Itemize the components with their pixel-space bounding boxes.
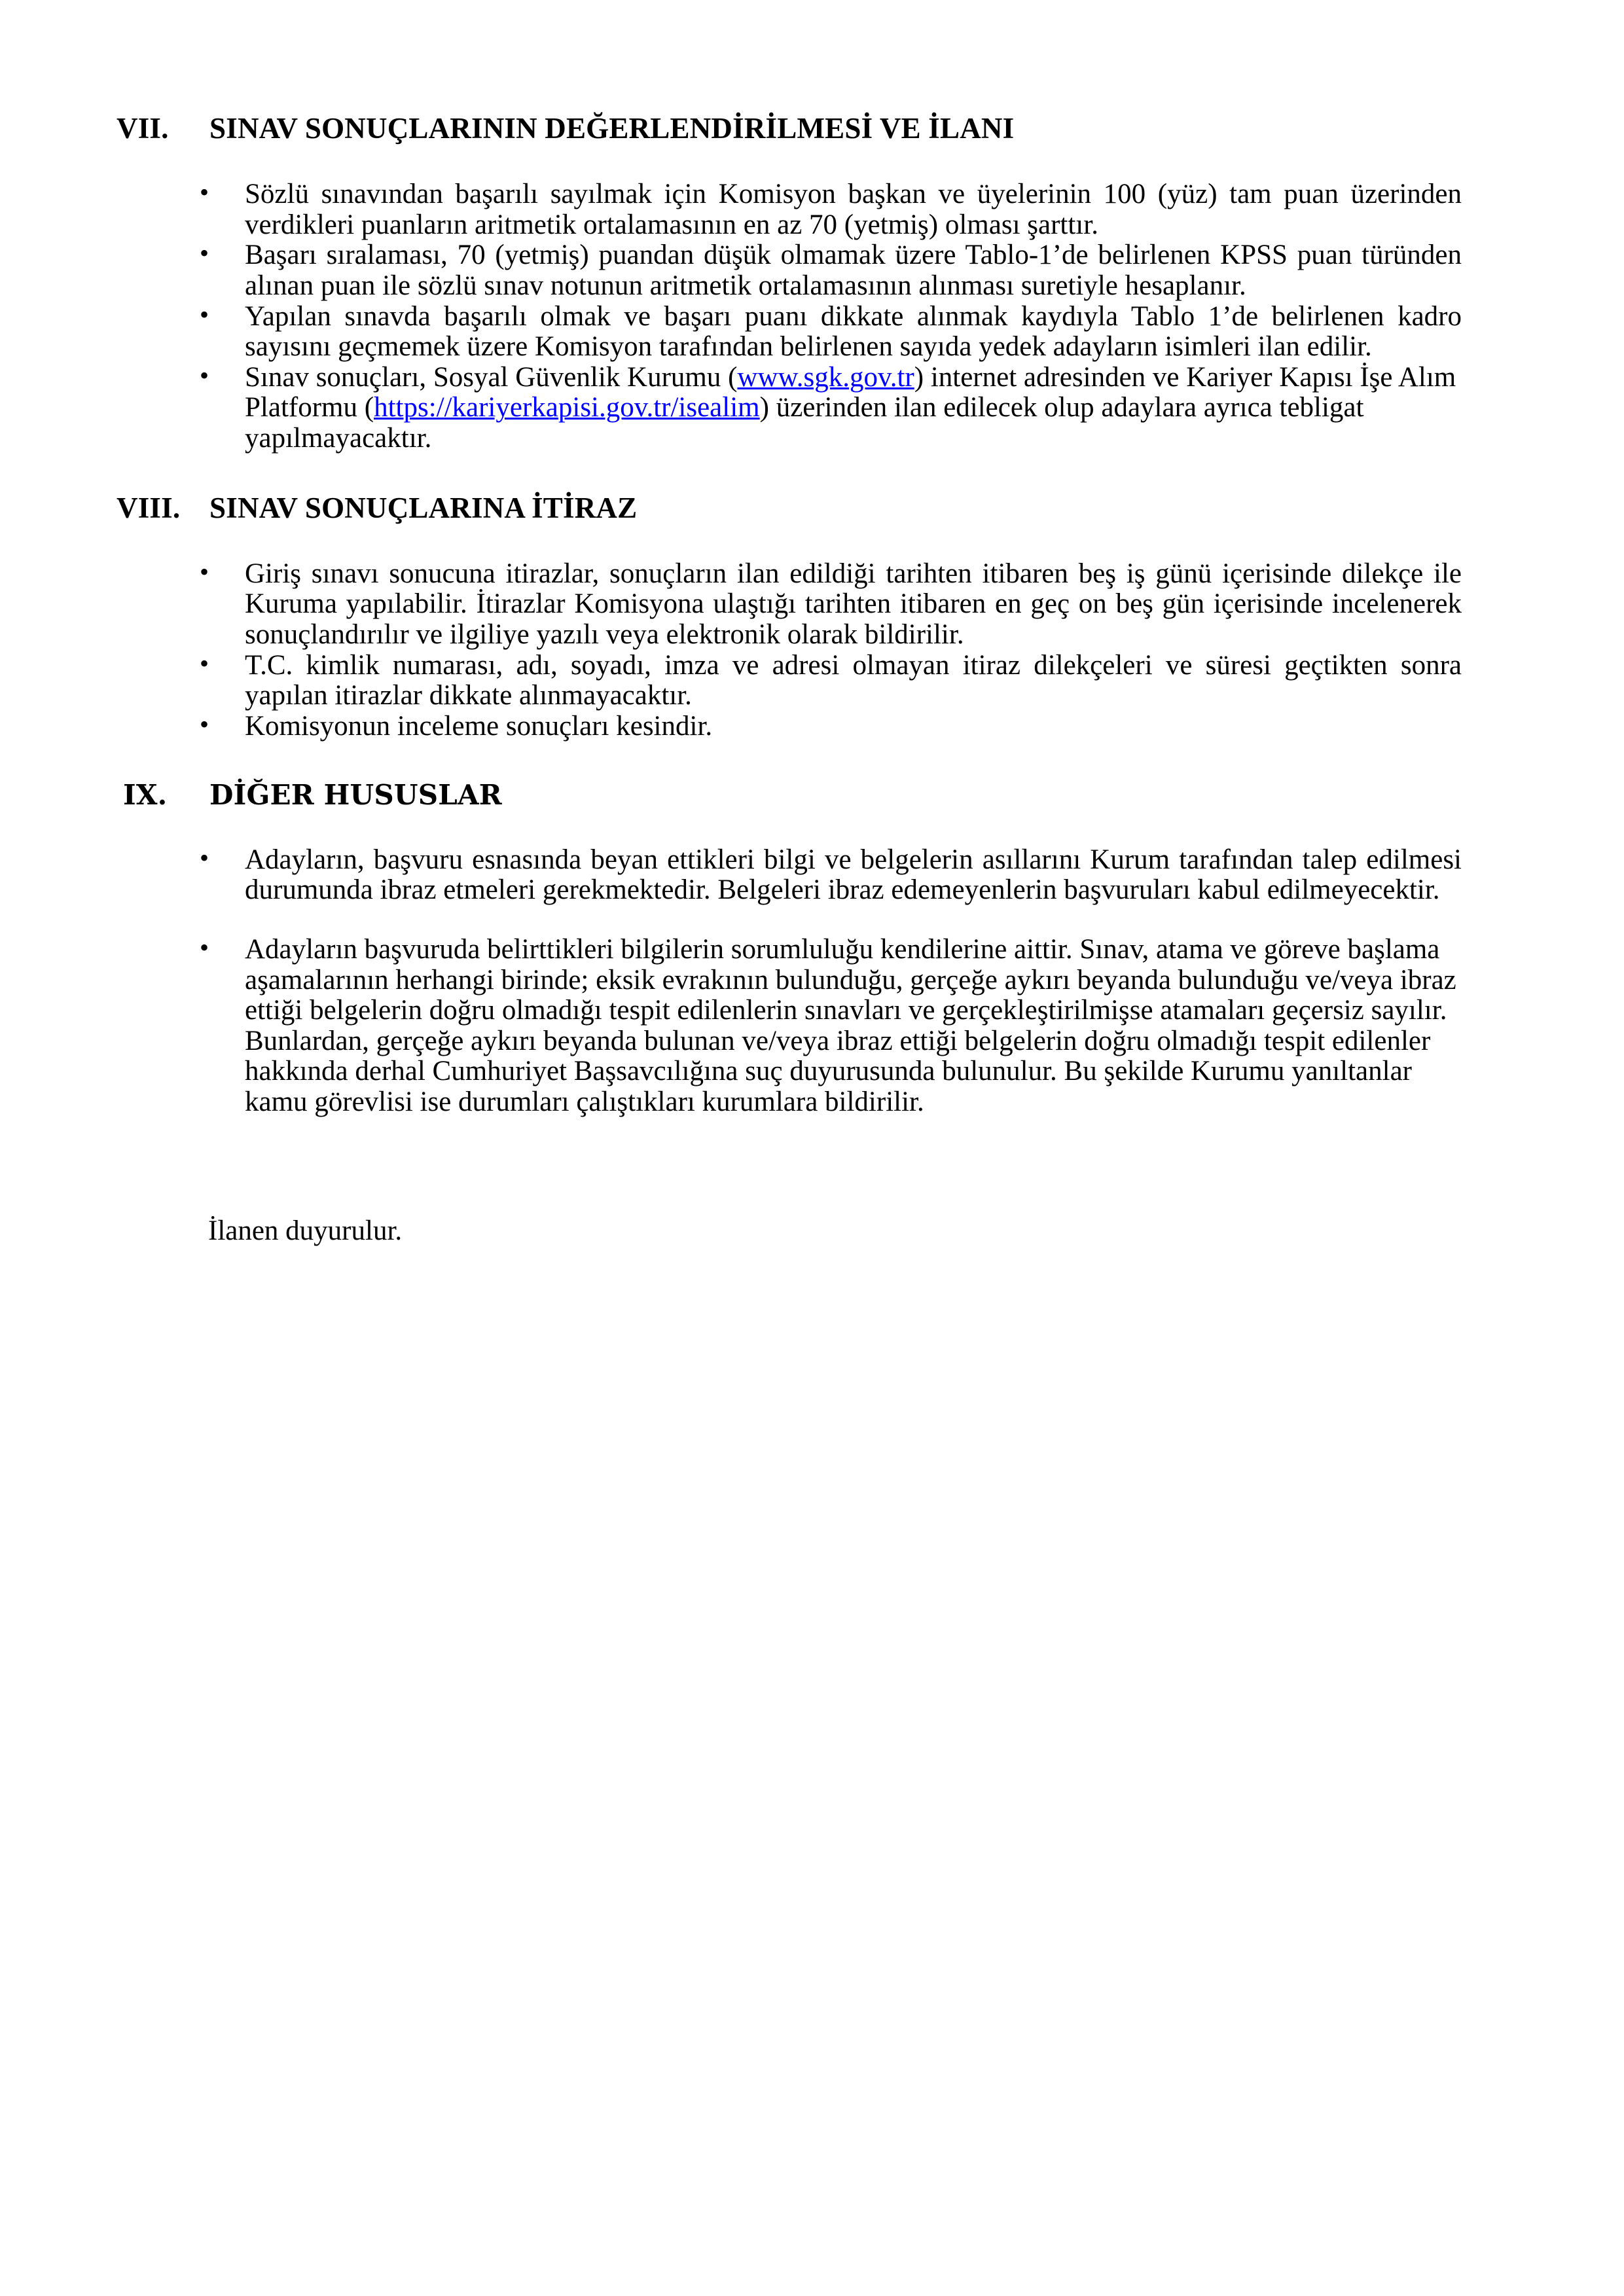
spacer <box>117 454 1462 491</box>
section-numeral: VIII. <box>117 491 181 524</box>
list-item: • Adayların, başvuru esnasında beyan ettikleri bilgi ve belgelerin asıllarını Kurum tarafından talep edilmesi durumunda ibraz etmeleri gerekmektedir. Belgeleri ibraz edemeyenlerin başvuruları kabul edilmeyecektir. <box>117 845 1462 906</box>
section-title: SINAV SONUÇLARININ DEĞERLENDİRİLMESİ VE İLANI <box>209 112 1015 145</box>
section-vii-bullet-list <box>117 179 1462 454</box>
closing-statement: İlanen duyurulur. <box>208 1215 403 1246</box>
spacer <box>117 145 1462 179</box>
section-viii-bullet-list <box>117 559 1462 742</box>
section-heading-ix <box>117 779 1462 811</box>
section-numeral: IX. <box>123 778 168 811</box>
list-item: • Yapılan sınavda başarılı olmak ve başarı puanı dikkate alınmak kaydıyla Tablo 1’de belirlenen kadro sayısını geçmemek üzere Komisyon tarafından belirlenen sayıda yedek adayların isimleri ilan edilir. <box>117 302 1462 363</box>
list-item: • Komisyonun inceleme sonuçları kesindir. <box>117 711 1462 742</box>
spacer <box>117 1118 1462 1216</box>
link-bullet-text-after: ) üzerinden ilan edilecek olup adaylara ayrıca tebligat yapılmayacaktır. <box>245 392 1364 454</box>
kariyer-kapisi-link[interactable]: https://kariyerkapisi.gov.tr/isealim <box>374 392 760 423</box>
section-numeral: VII. <box>117 112 169 145</box>
list-item: • Giriş sınavı sonucuna itirazlar, sonuçların ilan edildiği tarihten itibaren beş iş günü içerisinde dilekçe ile Kuruma yapılabilir. İtirazlar Komisyona ulaştığı tarihten itibaren en geç on beş gün içerisinde incelenerek sonuçlandırılır ve ilgiliye yazılı veya elektronik olarak bildirilir. <box>117 559 1462 651</box>
link-bullet-text-between: ) internet adresinden ve Kariyer Kapısı İşe Alım Platformu ( <box>245 361 1456 423</box>
spacer <box>117 525 1462 559</box>
list-item-with-links <box>117 363 1462 454</box>
section-heading-vii <box>117 111 1462 145</box>
list-item: • T.C. kimlik numarası, adı, soyadı, imza ve adresi olmayan itiraz dilekçeleri ve süresi geçtikten sonra yapılan itirazlar dikkate alınmayacaktır. <box>117 651 1462 711</box>
sgk-website-link[interactable]: www.sgk.gov.tr <box>737 361 914 393</box>
section-ix-bullet-list <box>117 845 1462 1118</box>
section-title: DİĞER HUSUSLAR <box>209 778 502 811</box>
section-title: SINAV SONUÇLARINA İTİRAZ <box>209 491 638 524</box>
spacer <box>117 742 1462 779</box>
list-item: • Sözlü sınavından başarılı sayılmak için Komisyon başkan ve üyelerinin 100 (yüz) tam puan üzerinden verdikleri puanların aritmetik ortalamasının en az 70 (yetmiş) olması şarttır. <box>117 179 1462 240</box>
link-bullet-text-before: Sınav sonuçları, Sosyal Güvenlik Kurumu ( <box>245 361 738 393</box>
spacer <box>117 811 1462 845</box>
section-heading-viii <box>117 491 1462 525</box>
list-item: • Başarı sıralaması, 70 (yetmiş) puandan düşük olmamak üzere Tablo-1’de belirlenen KPSS puan türünden alınan puan ile sözlü sınav notunun aritmetik ortalamasının alınması suretiyle hesaplanır. <box>117 240 1462 301</box>
list-item: • Adayların başvuruda belirttikleri bilgilerin sorumluluğu kendilerine aittir. Sınav, atama ve göreve başlama aşamalarının herhangi birinde; eksik evrakının bulunduğu, gerçeğe aykırı beyanda bulunduğu ve/veya ibraz ettiği belgelerin doğru olmadığı tespit edilenlerin sınavları ve gerçekleştirilmişse atamaları geçersiz sayılır. Bunlardan, gerçeğe aykırı beyanda bulunan ve/veya ibraz ettiği belgelerin doğru olmadığı tespit edilenler hakkında derhal Cumhuriyet Başsavcılığına suç duyurusunda bulunulur. Bu şekilde Kurumu yanıltanlar kamu görevlisi ise durumları çalıştıkları kurumlara bildirilir. <box>117 935 1462 1118</box>
